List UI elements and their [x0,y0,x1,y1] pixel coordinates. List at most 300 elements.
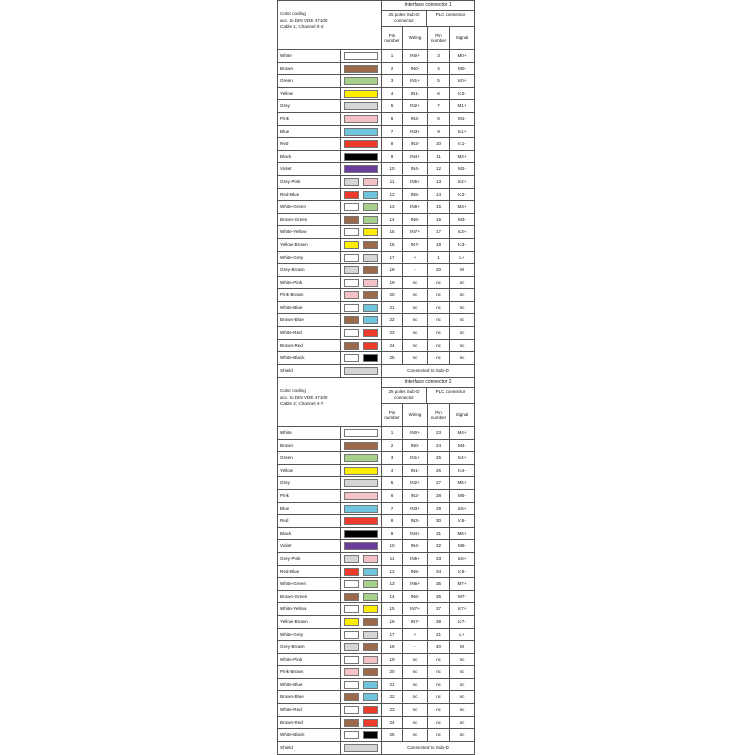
signal: Ic3+ [449,226,474,238]
table-row [278,63,474,76]
plc-pin-number: 25 [427,452,449,464]
table-title: Color coding acc. to DIN VDE 47100 Cable 1; Channel 0-3 [280,11,328,30]
column-divider [340,704,341,716]
column-divider [340,729,341,741]
pin-number: 16 [381,239,402,251]
wiring: nc [402,340,427,352]
plc-pin-number: 12 [427,163,449,175]
color-swatch-1 [344,291,359,299]
color-name: Shield [280,367,293,373]
color-name: White-Green [280,204,307,210]
color-swatch-1 [344,316,359,324]
pin-number: 1 [381,50,402,62]
pin-number: 23 [381,704,402,716]
pin-number: 14 [381,214,402,226]
plc-pin-number: nc [427,314,449,326]
wiring: IN5- [402,189,427,201]
color-swatch-1 [344,656,359,664]
color-name: Green [280,78,293,84]
pin-number: 9 [381,151,402,163]
signal: M0+ [449,50,474,62]
signal: M2- [449,163,474,175]
plc-pin-number: nc [427,666,449,678]
wiring: IN5+ [402,553,427,565]
table-row [278,654,474,667]
plc-pin-number: nc [427,340,449,352]
color-swatch-2 [363,631,378,639]
signal: M7- [449,591,474,603]
wiring: IN2+ [402,477,427,489]
wiring: nc [402,302,427,314]
color-swatch [344,77,378,85]
color-name: White-Blue [280,681,303,687]
color-swatch-2 [363,241,378,249]
color-name: White-Black [280,355,305,361]
signal: nc [449,691,474,703]
signal: Ic6+ [449,553,474,565]
color-swatch-2 [363,656,378,664]
table-row [278,100,474,113]
signal: Ic3- [449,239,474,251]
color-swatch [344,115,378,123]
color-name: Black [280,153,292,159]
signal: M [449,264,474,276]
table-row [278,289,474,302]
column-divider [340,452,341,464]
column-divider [340,440,341,452]
signal: M6+ [449,528,474,540]
pin-number: 5 [381,477,402,489]
plc-pin-number: 11 [427,151,449,163]
table-row [278,641,474,654]
wiring: IN0+ [402,427,427,439]
sub-d-header: 25 poles Sub-D connector [381,10,427,26]
color-name: White-Red [280,707,302,713]
color-name: White-Blue [280,304,303,310]
plc-pin-number: 8 [427,113,449,125]
plc-pin-number: nc [427,654,449,666]
color-swatch [344,102,378,110]
table-row [278,163,474,176]
wiring: nc [402,654,427,666]
plc-pin-number: 23 [427,427,449,439]
table-row [278,50,474,63]
table-row [278,327,474,340]
table-row [278,629,474,642]
column-divider [340,226,341,238]
table-row [278,465,474,478]
plc-pin-number: nc [427,302,449,314]
wiring: IN0- [402,63,427,75]
signal: nc [449,302,474,314]
wiring: nc [402,717,427,729]
column-divider [340,742,341,755]
color-swatch-1 [344,279,359,287]
wiring: IN1+ [402,75,427,87]
color-name: Red [280,141,289,147]
column-divider [340,113,341,125]
color-swatch-2 [363,216,378,224]
column-divider [340,540,341,552]
wiring: IN6+ [402,578,427,590]
pin-number: 17 [381,629,402,641]
signal: nc [449,679,474,691]
plc-pin-number: 20 [427,264,449,276]
table-row [278,717,474,730]
wiring: IN2- [402,113,427,125]
column-divider [340,352,341,364]
wiring: IN5- [402,566,427,578]
color-name: Brown [280,442,294,448]
color-swatch [344,505,378,513]
signal: M6- [449,540,474,552]
color-swatch-2 [363,580,378,588]
color-name: Pink-Brown [280,292,304,298]
table-row [278,591,474,604]
column-divider [340,465,341,477]
column-divider [340,176,341,188]
wiring: + [402,252,427,264]
table-row [278,452,474,465]
signal: nc [449,327,474,339]
plc-pin-number: 24 [427,440,449,452]
color-swatch-1 [344,706,359,714]
color-swatch-1 [344,693,359,701]
color-swatch-1 [344,668,359,676]
signal: L+ [449,252,474,264]
pin-number: 8 [381,515,402,527]
color-name: Pink [280,115,289,121]
wiring: IN0- [402,440,427,452]
table-row [278,477,474,490]
color-name: White-Grey [280,631,304,637]
plc-pin-number: 9 [427,126,449,138]
signal: nc [449,314,474,326]
color-name: Yellow-Brown [280,241,308,247]
plc-header: PLC connector [435,389,466,394]
color-name: Red-Blue [280,191,300,197]
pin-number: 4 [381,465,402,477]
color-swatch [344,153,378,161]
table-row [278,226,474,239]
col-wiring: Wiring [402,26,427,49]
pin-number: 7 [381,126,402,138]
column-divider [340,63,341,75]
color-name: Grey-Pink [280,178,301,184]
plc-pin-number: nc [427,327,449,339]
plc-pin-number: 6 [427,88,449,100]
table-row [278,252,474,265]
table-row [278,666,474,679]
color-swatch [344,128,378,136]
pin-number: 25 [381,352,402,364]
signal: M1+ [449,100,474,112]
table-row [278,691,474,704]
table-row [278,264,474,277]
wiring: nc [402,314,427,326]
plc-pin-number: 40 [427,641,449,653]
column-divider [340,252,341,264]
color-name: Yellow [280,467,294,473]
signal: L+ [449,629,474,641]
color-swatch-1 [344,731,359,739]
column-divider [340,603,341,615]
signal: M7+ [449,578,474,590]
color-name: Pink-Brown [280,669,304,675]
color-swatch [344,165,378,173]
wiring: IN0+ [402,50,427,62]
color-name: Violet [280,543,292,549]
color-swatch-2 [363,555,378,563]
pin-number: 21 [381,302,402,314]
signal: Ic2- [449,189,474,201]
table-row [278,189,474,202]
color-swatch-2 [363,706,378,714]
table-row [278,176,474,189]
table-row [278,578,474,591]
pin-number: 6 [381,113,402,125]
col-pin-number: Pin number [381,403,402,426]
col-pin-number: Pin number [381,26,402,49]
color-swatch [344,140,378,148]
color-swatch-2 [363,203,378,211]
signal: nc [449,277,474,289]
column-divider [340,289,341,301]
color-swatch-1 [344,266,359,274]
wiring-table-2 [277,377,475,755]
wiring: IN3+ [402,126,427,138]
plc-pin-number: 29 [427,503,449,515]
table-row [278,314,474,327]
color-swatch-2 [363,643,378,651]
signal: Ic6- [449,566,474,578]
plc-pin-number: 4 [427,63,449,75]
table-title: Color coding acc. to DIN VDE 47100 Cable 2; Channel 4-7 [280,388,328,407]
plc-pin-number: 1 [427,252,449,264]
plc-pin-number: 18 [427,239,449,251]
sub-d-header: 25 poles Sub-D connector [381,387,427,403]
column-divider [340,717,341,729]
color-swatch-1 [344,254,359,262]
color-name: Brown-Red [280,719,303,725]
color-swatch-2 [363,329,378,337]
color-swatch-1 [344,216,359,224]
color-swatch [344,65,378,73]
wiring: IN5+ [402,176,427,188]
wiring: IN6+ [402,201,427,213]
plc-pin-number: nc [427,352,449,364]
column-divider [340,50,341,62]
table-row [278,616,474,629]
color-name: Brown-Blue [280,317,304,323]
table-row [278,138,474,151]
plc-pin-number: 26 [427,465,449,477]
wiring: nc [402,691,427,703]
color-swatch-2 [363,605,378,613]
plc-pin-number: nc [427,729,449,741]
color-swatch [344,517,378,525]
table-row [278,239,474,252]
color-swatch-1 [344,555,359,563]
plc-pin-number: 15 [427,201,449,213]
column-divider [340,302,341,314]
color-name: Brown-Blue [280,694,304,700]
table-row [278,113,474,126]
column-divider [340,503,341,515]
column-divider [340,566,341,578]
column-divider [340,427,341,439]
plc-pin-number: 33 [427,553,449,565]
table-row [278,126,474,139]
wiring: - [402,264,427,276]
signal: Ic5- [449,515,474,527]
column-divider [340,239,341,251]
color-name: Brown [280,65,294,71]
color-swatch-1 [344,593,359,601]
plc-pin-number: nc [427,277,449,289]
column-divider [340,629,341,641]
color-swatch-1 [344,191,359,199]
plc-pin-number: 38 [427,616,449,628]
table-row [278,503,474,516]
signal: nc [449,729,474,741]
signal: nc [449,654,474,666]
shield-connection: Connected to Sub-D [381,742,474,755]
column-divider [340,691,341,703]
color-name: White [280,430,292,435]
signal: M2+ [449,151,474,163]
signal: Ic4- [449,465,474,477]
table-row [278,566,474,579]
color-swatch-1 [344,618,359,626]
column-divider [340,553,341,565]
plc-pin-number: 5 [427,75,449,87]
color-swatch [344,454,378,462]
column-divider [340,126,341,138]
wiring: IN6- [402,214,427,226]
column-divider [340,189,341,201]
color-name: Red [280,518,289,524]
interface-connector-label: Interface connector 1 [381,1,474,11]
plc-pin-number: 37 [427,603,449,615]
color-name: Violet [280,166,292,172]
color-swatch-2 [363,668,378,676]
plc-pin-number: 35 [427,578,449,590]
signal: M1- [449,113,474,125]
column-divider [340,490,341,502]
col-wiring: Wiring [402,403,427,426]
pin-number: 18 [381,264,402,276]
color-name: White-Red [280,330,302,336]
signal: Ic7- [449,616,474,628]
table-row [278,679,474,692]
color-swatch-2 [363,342,378,350]
wiring: nc [402,666,427,678]
wiring: IN2- [402,490,427,502]
signal: Ic4+ [449,452,474,464]
column-divider [340,666,341,678]
plc-pin-number: nc [427,691,449,703]
color-name: Yellow-Brown [280,618,308,624]
column-divider [340,88,341,100]
pin-number: 4 [381,88,402,100]
table-row [278,151,474,164]
color-swatch-2 [363,354,378,362]
pin-number: 2 [381,440,402,452]
pin-number: 21 [381,679,402,691]
interface-connector-label: Interface connector 2 [381,378,474,388]
color-name: Green [280,455,293,461]
wiring: nc [402,679,427,691]
color-name: Grey-Brown [280,267,305,273]
column-divider [340,578,341,590]
table-header [278,1,474,50]
color-swatch-1 [344,631,359,639]
wiring: IN7+ [402,603,427,615]
table-row [278,515,474,528]
pin-number: 22 [381,314,402,326]
color-swatch-1 [344,643,359,651]
table-row [278,365,474,378]
pin-number: 7 [381,503,402,515]
color-name: Grey-Pink [280,555,301,561]
wiring: IN4+ [402,151,427,163]
pin-number: 3 [381,452,402,464]
signal: Ic7+ [449,603,474,615]
column-divider [340,75,341,87]
color-swatch-2 [363,731,378,739]
pin-number: 22 [381,691,402,703]
color-swatch [344,367,378,375]
wiring: IN1+ [402,452,427,464]
signal: M4- [449,440,474,452]
column-divider [340,616,341,628]
column-divider [340,163,341,175]
table-row [278,742,474,755]
table-row [278,88,474,101]
wiring: - [402,641,427,653]
plc-pin-number: nc [427,289,449,301]
wiring: IN3- [402,515,427,527]
pin-number: 6 [381,490,402,502]
pin-number: 17 [381,252,402,264]
wiring: IN3+ [402,503,427,515]
color-swatch-1 [344,203,359,211]
pin-number: 14 [381,591,402,603]
wiring: nc [402,729,427,741]
color-name: Shield [280,744,293,750]
wiring: nc [402,704,427,716]
color-name: Brown-Green [280,593,308,599]
pin-number: 16 [381,616,402,628]
color-name: Grey-Brown [280,644,305,650]
pin-number: 2 [381,63,402,75]
color-swatch-1 [344,354,359,362]
wiring: IN1- [402,88,427,100]
plc-pin-number: nc [427,704,449,716]
color-name: Blue [280,505,290,511]
pin-number: 11 [381,176,402,188]
color-swatch [344,479,378,487]
signal: Ic1+ [449,126,474,138]
signal: nc [449,340,474,352]
plc-pin-number: 30 [427,515,449,527]
color-name: Brown-Green [280,216,308,222]
column-divider [340,528,341,540]
color-swatch [344,442,378,450]
signal: Ic0+ [449,75,474,87]
pin-number: 13 [381,578,402,590]
